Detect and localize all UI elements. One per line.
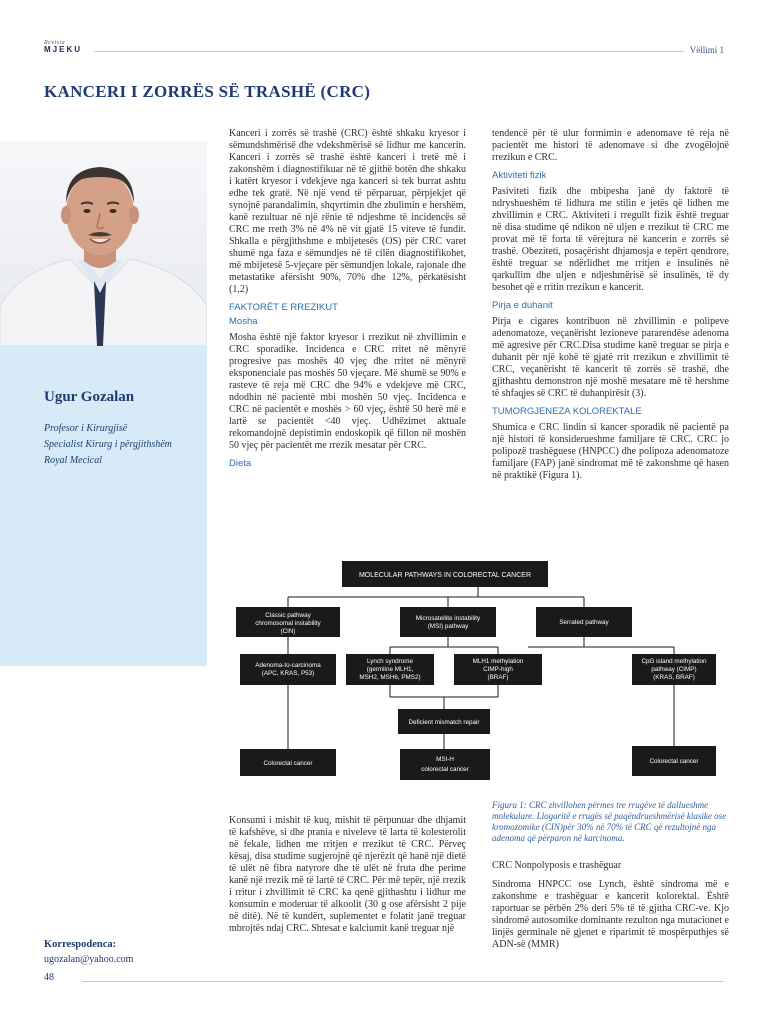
magazine-label: Revista xyxy=(44,40,66,46)
diagram-msi-label-1: Microsatellite instability xyxy=(415,615,481,622)
diagram-cin-label-1: Classic pathway xyxy=(265,612,311,619)
diagram-crc1-label: Colorectal cancer xyxy=(263,760,313,767)
molecular-pathways-diagram xyxy=(228,553,728,788)
diagram-cpg-label-2: pathway (CIMP) xyxy=(651,666,697,673)
text-column-3 xyxy=(229,815,466,941)
physical-activity-paragraph: Pasiviteti fizik dhe mbipesha janë dy faktorë të ndryshueshëm të lidhura me stilin e jetës që lidhen me zhvillimin e CRC. Aktiviteti i rregullt fizik është treguar në disa studime që ndikon në uljen e rrezikut të CRC me provat më të forta të vërejtura në kancerin e zorrës së trashë. Obeziteti, posaçërisht dhjamosja e tepërt qendrore, është treguar se ndërlidhet me rritjen e insulinës në qarkullim dhe uljen e ndjeshmërisë së insulinës, të dy besohet që e rritin rrezikun e kancerit. xyxy=(492,186,729,293)
page-number: 48 xyxy=(44,972,54,983)
diagram-cin-label-3: (CIN) xyxy=(280,628,296,635)
diagram-lynch-label-2: (germline MLH1, xyxy=(366,666,414,673)
correspondence-label: Korrespodenca: xyxy=(44,939,117,950)
section-heading-risk-factors: FAKTORËT E RREZIKUT xyxy=(229,302,338,313)
diagram-cin-label-2: chromosomal instability xyxy=(255,620,321,627)
subheading-physical-activity: Aktiviteti fizik xyxy=(492,170,547,181)
figure-caption: Figura 1: CRC zhvillohen përmes tre rrugëve të dallueshme molekulare. Llogaritë e rrugës së paqëndrueshmërisë klasike ose kromozomike (CIN)për 30% në 70% të CRC që rezultojnë nga adenoma që përparon në karcinoma. xyxy=(492,800,727,843)
subheading-age: Mosha xyxy=(229,316,258,327)
diagram-root-label: MOLECULAR PATHWAYS IN COLORECTAL CANCER xyxy=(358,572,532,579)
diagram-adenoma-label-2: (APC, KRAS, P53) xyxy=(261,670,315,677)
diagram-mlh1-label-2: CIMP-high xyxy=(483,666,513,673)
hnpcc-paragraph: Sindroma HNPCC ose Lynch, është sindroma më e zakonshme e trashëguar e kancerit kolorektal. Është raportuar se përbën 2% deri 5% të të gjitha CRC-ve. Kjo sindromë autosomike dominante rezulton nga mutacionet e linjës germinale në gjenet e riparimit të mospërputhjes së ADN-së (MMR) xyxy=(492,879,729,950)
magazine-masthead xyxy=(44,40,82,54)
diagram-mlh1-label-1: MLH1 methylation xyxy=(472,658,524,665)
footer-divider xyxy=(82,981,724,982)
author-name: Ugur Gozalan xyxy=(44,389,135,405)
diagram-msi-label-2: (MSI) pathway xyxy=(427,623,469,630)
article-title: KANCERI I ZORRËS SË TRASHË (CRC) xyxy=(44,82,371,101)
text-column-4 xyxy=(492,860,729,957)
diagram-dmr-label: Deficient mismatch repair xyxy=(408,719,480,726)
diagram-crc2-label: Colorectal cancer xyxy=(649,758,699,765)
magazine-name: MJEKU xyxy=(44,45,83,54)
intro-paragraph: Kanceri i zorrës së trashë (CRC) është shkaku kryesor i sëmundshmërisë dhe vdekshmërisë së lidhur me kancerin. Kanceri i zorrës së trashë është kanceri i tretë më i zakonshëm i diagnostifikuar në të gjithë botën dhe shkaku i katërt kryesor i vdekjeve nga kanceri si tek burrat ashtu edhe tek gratë. Në një vend të përparuar, përpjekjet që synojnë parandalimin, shqyrtimin dhe zbulimin e hershëm, kanë rezultuar në një rënie të ndjeshme të incidencës së CRC me rreth 3% në 4% në vit gjatë 15 viteve të fundit. Shkalla e përgjithshme e mbijetesës (OS) për CRC varet shumë nga faza e sëmundjes në të cilën diagnostifikohet, më mbijetesë 5-vjeçare për sëmundjen lokale, rajonale dhe metastatike afërsisht 90%, 70% dhe 12%, përkatësisht (1,2) xyxy=(229,128,466,295)
diagram-lynch-label-1: Lynch syndrome xyxy=(367,658,413,665)
diet-paragraph: Konsumi i mishit të kuq, mishit të përpunuar dhe dhjamit të kafshëve, si dhe prania e niveleve të larta të kolesterolit në fekale, lidhen me rritjen e rrezikut të CRC. Përveç kësaj, disa studime sugjerojnë që njerëzit që hanë një dietë të ulët në fibra natyrore dhe të ulët në fruta dhe perime kanë një rrezik më të lartë të CRC. Për më tepër, një rrezik i rritur i zhvillimit të CRC ka qenë gjithashtu i lidhur me konsumin e moderuar të alkoolit (30 g ose afërsisht 2 pije në ditë). Në të kundërt, suplementet e folatit janë treguar mbrojtës ndaj CRC. Shtesat e kalciumit kanë treguar një xyxy=(229,815,466,934)
smoking-paragraph: Pirja e cigares kontribuon në zhvillimin e polipeve adenomatoze, veçanërisht lezioneve pararendëse adenoma më agresive për CRC.Disa studime kanë treguar se pirja e duhanit për një kohë të gjatë rrit rrezikun e zhvillimit të CRC, veçanërisht të kancerit të zorrës së trashë, dhe gjithashtu demonstron një moshë mesatare më të hershme të shfaqjes së CRC të duhanpirësit (3). xyxy=(492,316,729,399)
author-photo xyxy=(0,141,207,346)
diagram-cpg-label-1: CpG island methylation xyxy=(641,658,707,665)
subheading-smoking: Pirja e duhanit xyxy=(492,300,553,311)
author-specialty: Specialist Kirurg i përgjithshëm xyxy=(44,439,172,450)
text-column-1 xyxy=(229,128,466,474)
diagram-adenoma-label-1: Adenoma-to-carcinoma xyxy=(255,662,321,669)
diagram-cpg-label-3: (KRAS, BRAF) xyxy=(653,674,695,681)
diagram-serrated-label: Serrated pathway xyxy=(559,619,609,626)
diagram-mlh1-label-3: (BRAF) xyxy=(487,674,509,681)
section-heading-tumorigenesis: TUMORGJENEZA KOLOREKTALE xyxy=(492,406,642,417)
diagram-msih-label-2: colorectal cancer xyxy=(421,766,469,773)
subheading-hnpcc: CRC Nonpolyposis e trashëguar xyxy=(492,860,622,871)
diet-continued-paragraph: tendencë për të ulur formimin e adenomave të reja në pacientët me histori të adenomave si dhe zvogëlojnë rrezikun e CRC. xyxy=(492,128,729,163)
diagram-lynch-label-3: MSH2, MSH6, PMS2) xyxy=(359,674,421,681)
diagram-msih-label-1: MSI-H xyxy=(436,756,454,763)
subheading-diet: Dieta xyxy=(229,458,252,469)
tumorigenesis-paragraph: Shumica e CRC lindin si kancer sporadik në pacientë pa një histori të konsiderueshme familjare të CRC. CRC jo polipozë trashëguese (HNPCC) dhe polipoza adenomatoze familjare (FAP) janë sindromat më të zakonshme që hasen në praktikë (Figura 1). xyxy=(492,422,729,481)
author-role: Profesor i Kirurgjisë xyxy=(44,423,128,434)
author-affiliation: Royal Mecical xyxy=(44,455,103,466)
volume-label: Vëllimi 1 xyxy=(689,45,724,55)
diagram-msih-box xyxy=(400,749,490,780)
text-column-2 xyxy=(492,128,729,488)
correspondence-email[interactable]: ugozalan@yahoo.com xyxy=(44,954,134,965)
header-divider xyxy=(94,51,684,52)
diagram-msi-box xyxy=(400,607,496,637)
age-paragraph: Mosha është një faktor kryesor i rrezikut në zhvillimin e CRC sporadike. Incidenca e CRC rritet në mënyrë progresive pas moshës 40 vjeç dhe rritet në mënyrë eksponenciale pas moshës 50 vjeçare. Më shumë se 90% e rasteve të reja më CRC dhe 94% e vdekjeve më CRC, ndodhin në pacientë mbi moshën 50 vjeç. Incidenca e CRC në pacientët e moshës > 60 vjeç, është 50 herë më e lartë se pacientët <40 vjeç. Udhëzimet aktuale rekomandojnë depistimin endoskopik që fillon në moshën 50 vjeç për pacientët me rrezik mesatar për CRC. xyxy=(229,332,466,451)
